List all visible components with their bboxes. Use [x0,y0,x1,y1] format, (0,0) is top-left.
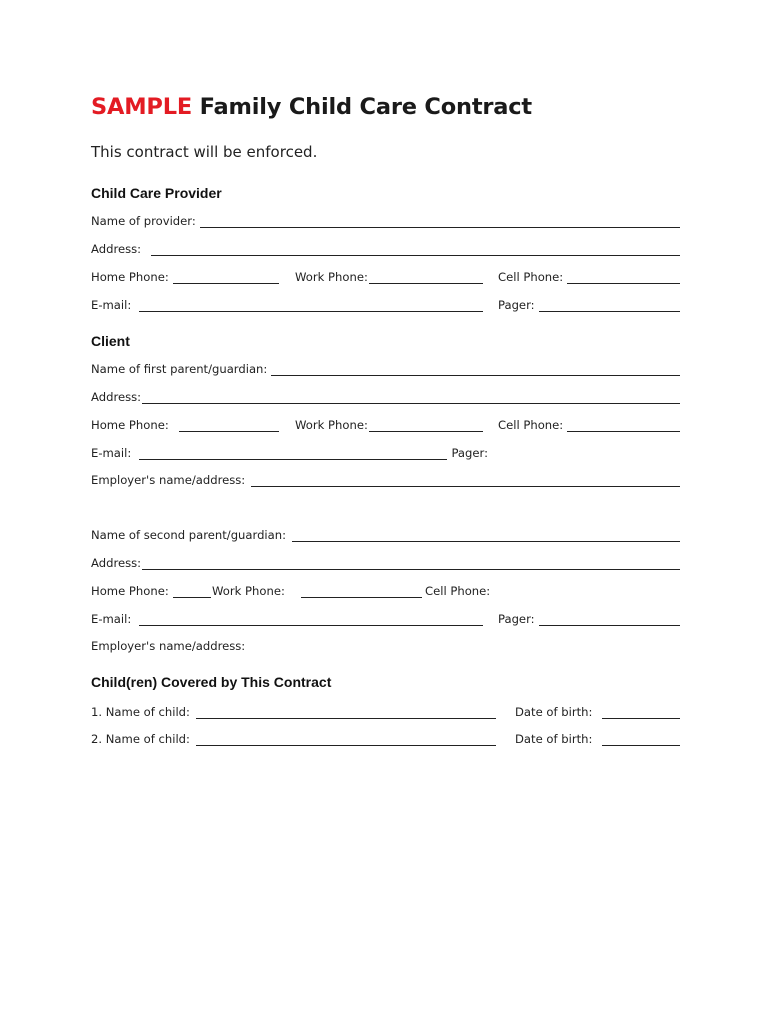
second-parent-email-label: E-mail: [91,612,132,626]
first-parent-cell-phone-line[interactable] [567,419,680,432]
provider-pager-line[interactable] [539,299,680,312]
second-parent-pager-field[interactable] [498,610,680,626]
child-2-name-line[interactable] [196,733,496,746]
second-parent-cell-phone-label: Cell Phone: [425,584,491,598]
child-1-name-field[interactable] [91,703,496,719]
second-parent-row [91,526,680,542]
provider-cell-phone-line[interactable] [567,271,680,284]
second-parent-employer-row [91,637,680,653]
child-2-dob-line[interactable] [602,733,680,746]
second-parent-home-phone-label: Home Phone: [91,584,169,598]
provider-address-row [91,240,680,256]
first-parent-cell-phone-label: Cell Phone: [498,418,564,432]
provider-work-phone-line[interactable] [369,271,483,284]
child-2-row [91,730,680,746]
provider-name-field[interactable] [91,212,680,228]
child-1-row [91,703,680,719]
provider-home-phone-label: Home Phone: [91,270,169,284]
first-parent-name-line[interactable] [271,363,680,376]
first-parent-address-label: Address: [91,390,142,404]
client-heading: Client [91,333,130,349]
first-parent-address-line[interactable] [142,391,680,404]
second-parent-work-phone-label: Work Phone: [212,584,285,598]
second-parent-email-line[interactable] [139,613,483,626]
provider-heading: Child Care Provider [91,185,222,201]
first-parent-home-phone-line[interactable] [179,419,279,432]
children-heading: Child(ren) Covered by This Contract [91,674,332,690]
provider-work-phone-field[interactable] [295,268,483,284]
first-parent-email-line[interactable] [139,447,447,460]
first-parent-cell-phone-field[interactable] [498,416,680,432]
first-parent-pager-label: Pager: [451,446,488,460]
first-parent-address-field[interactable] [91,388,680,404]
first-parent-home-phone-label: Home Phone: [91,418,169,432]
first-parent-employer-field[interactable] [91,471,680,487]
second-parent-home-phone-line[interactable] [173,585,211,598]
provider-pager-field[interactable] [498,296,680,312]
child-2-dob-field[interactable] [515,730,680,746]
first-parent-email-label: E-mail: [91,446,132,460]
second-parent-employer-label: Employer's name/address: [91,639,246,653]
second-parent-employer-field[interactable] [91,637,391,653]
child-2-dob-label: Date of birth: [515,732,593,746]
provider-work-phone-label: Work Phone: [295,270,368,284]
first-parent-address-row [91,388,680,404]
document-title [91,94,532,120]
provider-email-row [91,296,680,312]
child-1-dob-field[interactable] [515,703,680,719]
provider-address-line[interactable] [151,243,680,256]
title-text: Family Child Care Contract [192,94,532,120]
first-parent-home-phone-field[interactable] [91,416,279,432]
first-parent-employer-row [91,471,680,487]
second-parent-address-field[interactable] [91,554,680,570]
second-parent-address-label: Address: [91,556,142,570]
second-parent-pager-label: Pager: [498,612,535,626]
first-parent-name-label: Name of first parent/guardian: [91,362,268,376]
child-1-name-line[interactable] [196,706,496,719]
provider-name-label: Name of provider: [91,214,196,228]
first-parent-employer-label: Employer's name/address: [91,473,246,487]
second-parent-pager-line[interactable] [539,613,680,626]
first-parent-phone-row [91,416,680,432]
child-1-dob-line[interactable] [602,706,680,719]
first-parent-work-phone-label: Work Phone: [295,418,368,432]
first-parent-work-phone-line[interactable] [369,419,483,432]
second-parent-work-phone-line[interactable] [301,585,422,598]
enforcement-note: This contract will be enforced. [91,143,318,161]
child-2-name-field[interactable] [91,730,496,746]
child-1-name-label: 1. Name of child: [91,705,190,719]
provider-home-phone-field[interactable] [91,268,279,284]
provider-name-row [91,212,680,228]
first-parent-email-row [91,444,680,460]
provider-address-field[interactable] [91,240,680,256]
provider-pager-label: Pager: [498,298,535,312]
first-parent-name-field[interactable] [91,360,680,376]
second-parent-email-row [91,610,680,626]
second-parent-home-phone-field[interactable] [91,582,211,598]
first-parent-work-phone-field[interactable] [295,416,483,432]
first-parent-email-field[interactable] [91,444,488,460]
provider-name-line[interactable] [200,215,680,228]
second-parent-name-line[interactable] [292,529,680,542]
provider-cell-phone-field[interactable] [498,268,680,284]
second-parent-address-row [91,554,680,570]
second-parent-work-phone-field[interactable] [212,582,422,598]
second-parent-cell-phone-field[interactable] [425,582,505,598]
child-2-name-label: 2. Name of child: [91,732,190,746]
provider-home-phone-line[interactable] [173,271,279,284]
first-parent-employer-line[interactable] [251,474,680,487]
provider-cell-phone-label: Cell Phone: [498,270,564,284]
second-parent-name-label: Name of second parent/guardian: [91,528,287,542]
second-parent-address-line[interactable] [142,557,680,570]
second-parent-name-field[interactable] [91,526,680,542]
provider-phone-row [91,268,680,284]
first-parent-row [91,360,680,376]
child-1-dob-label: Date of birth: [515,705,593,719]
second-parent-phone-row [91,582,680,598]
provider-email-label: E-mail: [91,298,132,312]
provider-email-line[interactable] [139,299,483,312]
second-parent-email-field[interactable] [91,610,483,626]
provider-address-label: Address: [91,242,142,256]
title-sample-word: SAMPLE [91,94,193,120]
provider-email-field[interactable] [91,296,483,312]
